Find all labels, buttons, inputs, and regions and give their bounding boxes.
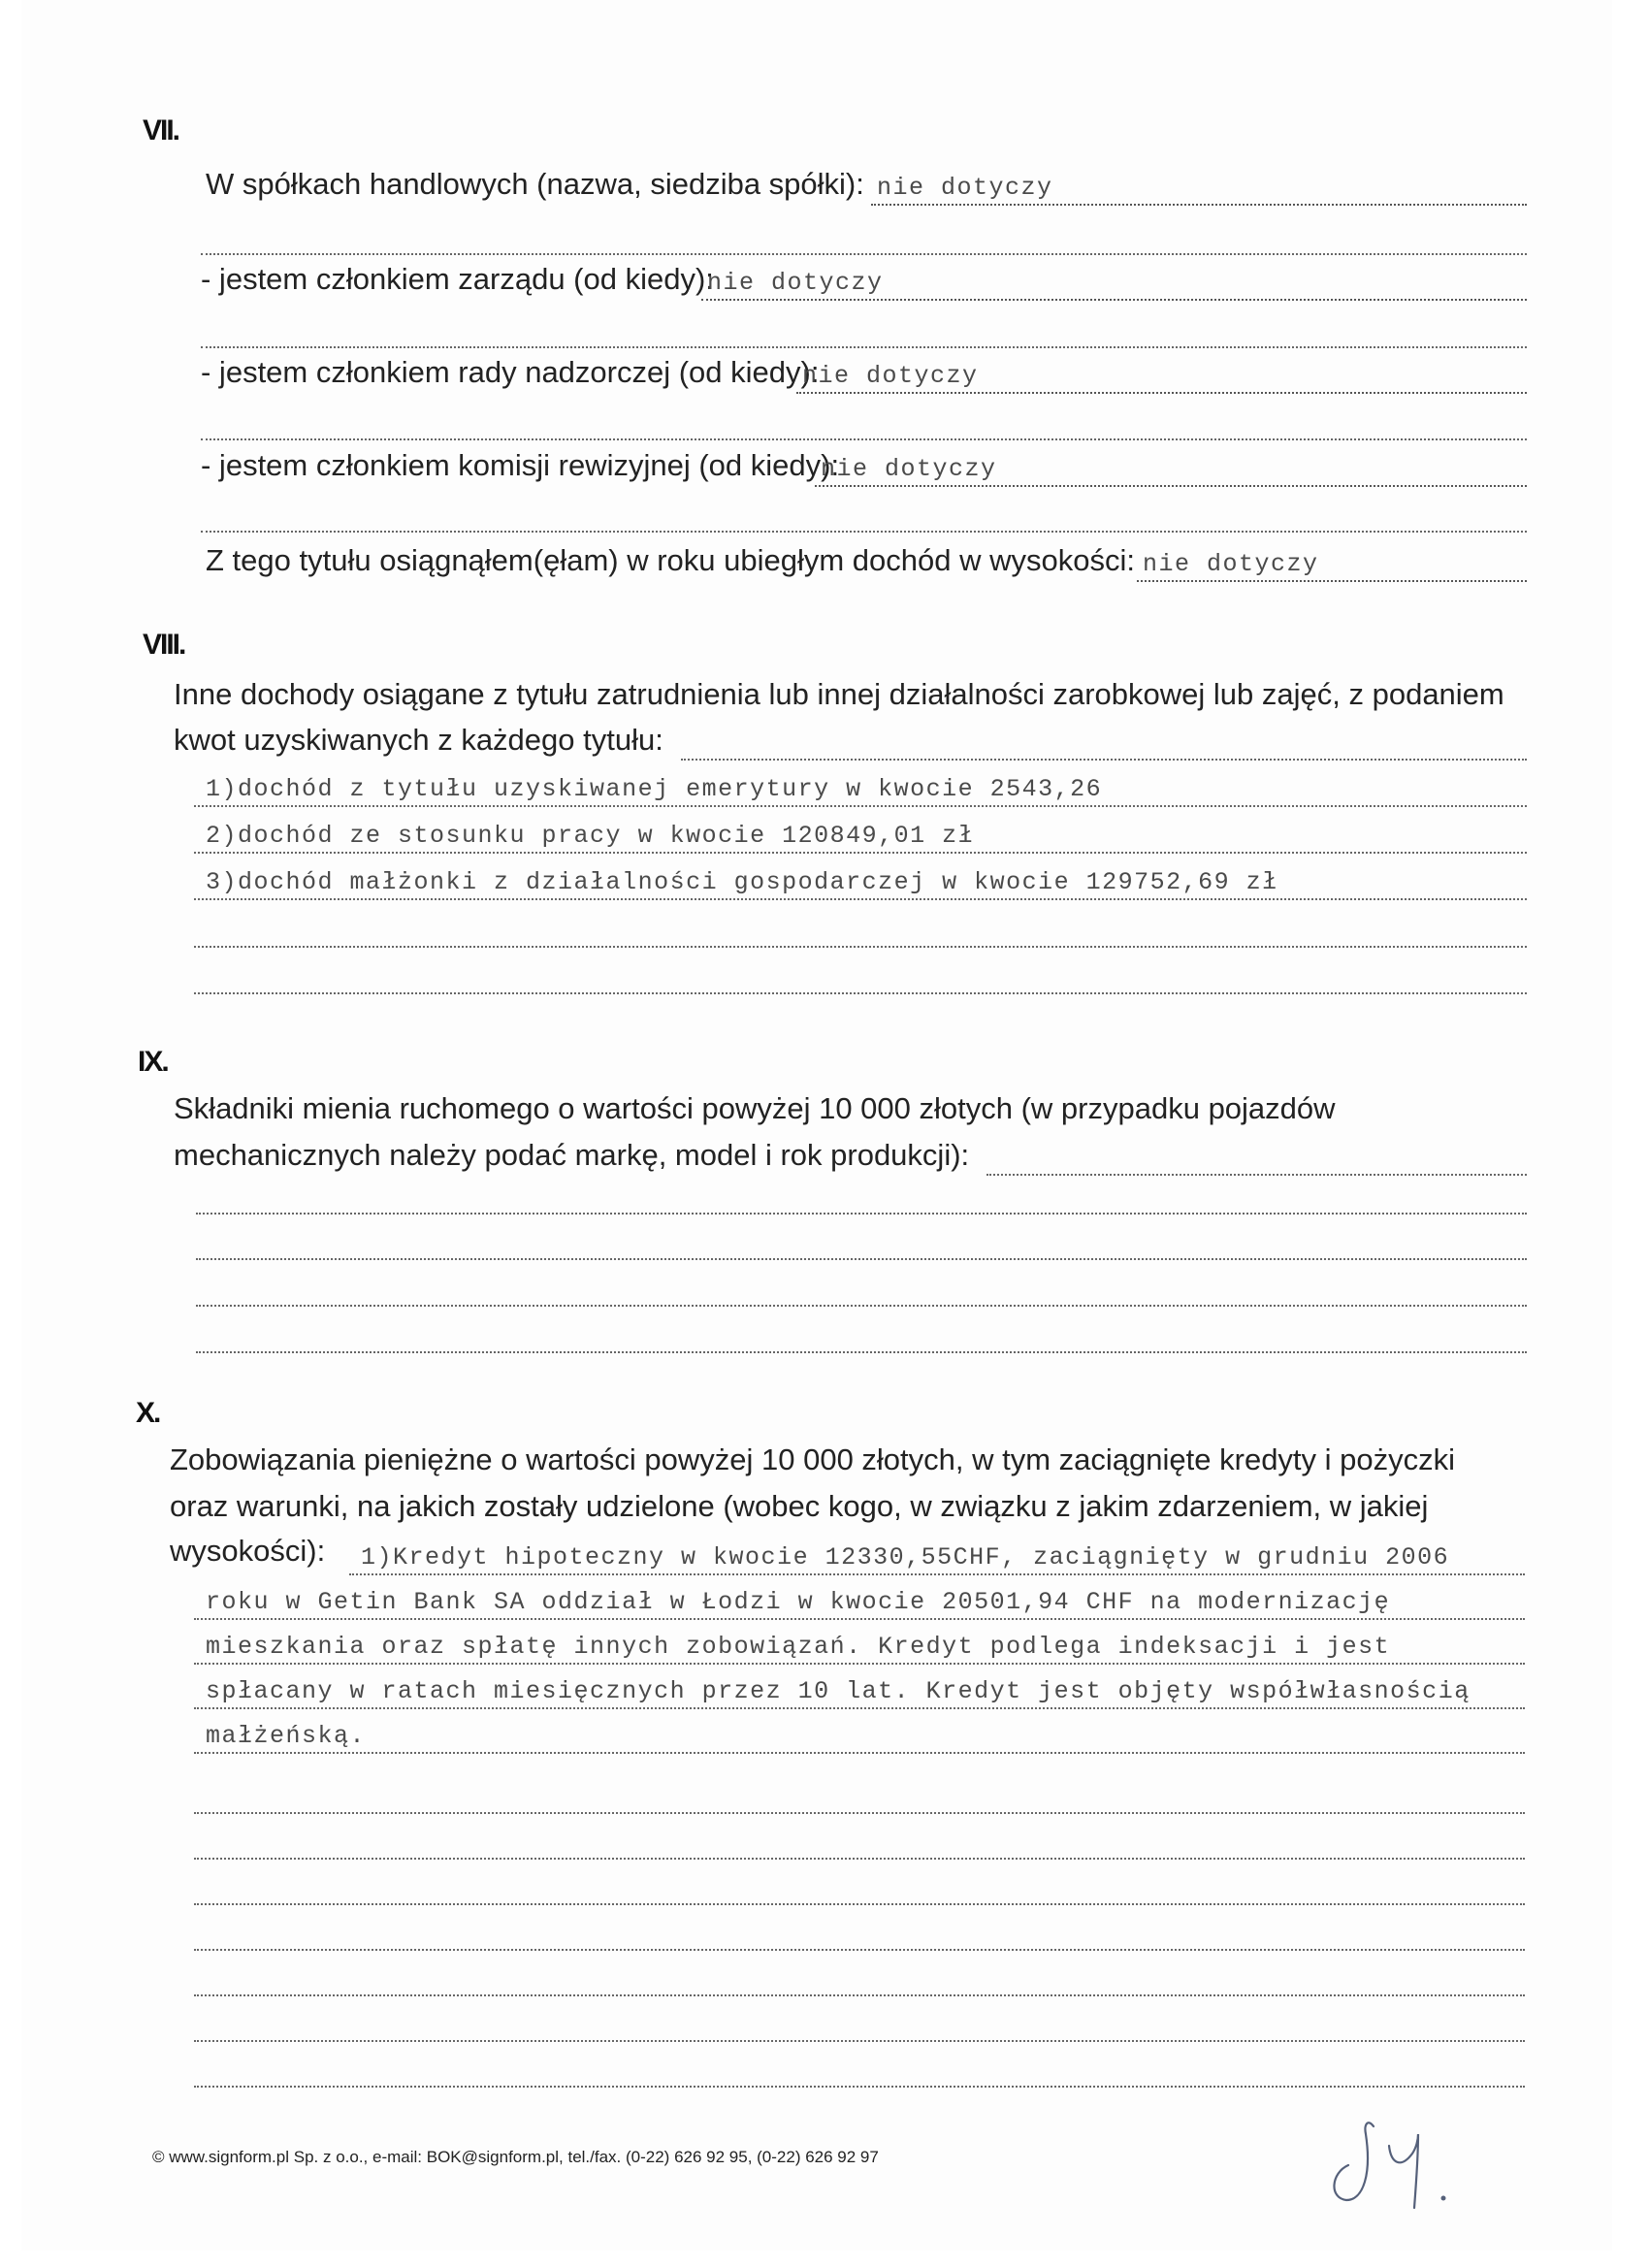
companies-field[interactable]: [871, 167, 1527, 206]
dotted-line: [194, 1903, 1525, 1905]
liabilities-entry: spłacany w ratach miesięcznych przez 10 lat. Kredyt jest objęty współwłasnością: [206, 1677, 1471, 1705]
dotted-line: [196, 1305, 1527, 1307]
dotted-line: [196, 1213, 1527, 1215]
other-income-entry: 3)dochód małżonki z działalności gospodarczej w kwocie 129752,69 zł: [206, 868, 1278, 896]
dotted-line: [196, 1351, 1527, 1353]
liabilities-entry: 1)Kredyt hipoteczny w kwocie 12330,55CHF, zaciągnięty w grudniu 2006: [361, 1543, 1450, 1571]
dotted-line: [194, 1949, 1525, 1951]
section-x-heading: X.: [136, 1397, 160, 1429]
dotted-line: [986, 1174, 1527, 1176]
liabilities-line-5[interactable]: [194, 1713, 1525, 1754]
movable-property-text-line1: Składniki mienia ruchomego o wartości powyżej 10 000 złotych (w przypadku pojazdów: [174, 1091, 1336, 1125]
audit-label: - jestem członkiem komisji rewizyjnej (od kiedy):: [201, 448, 840, 482]
dotted-line: [201, 253, 1527, 255]
other-income-text-line2: kwot uzyskiwanych z każdego tytułu:: [174, 723, 663, 757]
dotted-line: [201, 346, 1527, 348]
other-income-entry: 1)dochód z tytułu uzyskiwanej emerytury w kwocie 2543,26: [206, 775, 1103, 803]
companies-label: W spółkach handlowych (nazwa, siedziba spółki):: [206, 167, 864, 201]
board-field[interactable]: [701, 262, 1527, 301]
supervisory-label: - jestem członkiem rady nadzorczej (od kiedy):: [201, 355, 820, 389]
section-ix-heading: IX.: [138, 1046, 168, 1078]
other-income-line-2[interactable]: [194, 813, 1527, 854]
board-label: - jestem członkiem zarządu (od kiedy):: [201, 262, 714, 296]
other-income-line-3[interactable]: [194, 859, 1527, 900]
section-vii-heading: VII.: [143, 114, 179, 146]
supervisory-field[interactable]: [796, 355, 1527, 394]
dotted-line: [194, 946, 1527, 948]
dotted-line: [194, 992, 1527, 994]
form-page: [21, 0, 1612, 2251]
liabilities-entry: małżeńską.: [206, 1722, 367, 1750]
liabilities-text-line3: wysokości):: [170, 1534, 326, 1568]
liabilities-entry: mieszkania oraz spłatę innych zobowiązań. Kredyt podlega indeksacji i jest: [206, 1633, 1391, 1661]
other-income-text-line1: Inne dochody osiągane z tytułu zatrudnienia lub innej działalności zarobkowej lub zajęć, z podaniem: [174, 677, 1504, 711]
dotted-line: [194, 2040, 1525, 2042]
audit-field[interactable]: [815, 448, 1527, 487]
other-income-entry: 2)dochód ze stosunku pracy w kwocie 120849,01 zł: [206, 822, 975, 850]
dotted-line: [196, 1258, 1527, 1260]
movable-property-text-line2: mechanicznych należy podać markę, model i rok produkcji):: [174, 1138, 970, 1172]
liabilities-text-line2: oraz warunki, na jakich zostały udzielone (wobec kogo, w związku z jakim zdarzeniem, w jakiej: [170, 1489, 1429, 1523]
other-income-line-1[interactable]: [194, 766, 1527, 807]
dotted-line: [681, 759, 1527, 761]
liabilities-line-1[interactable]: [349, 1535, 1525, 1575]
handwritten-initials-icon: [1321, 2105, 1496, 2212]
liabilities-line-2[interactable]: [194, 1579, 1525, 1620]
audit-value: nie dotyczy: [821, 455, 997, 483]
dotted-line: [194, 1812, 1525, 1814]
liabilities-line-3[interactable]: [194, 1624, 1525, 1665]
supervisory-value: nie dotyczy: [802, 362, 979, 390]
section-viii-heading: VIII.: [143, 629, 185, 661]
liabilities-entry: roku w Getin Bank SA oddział w Łodzi w kwocie 20501,94 CHF na modernizację: [206, 1588, 1391, 1616]
liabilities-line-4[interactable]: [194, 1669, 1525, 1709]
companies-value: nie dotyczy: [877, 174, 1053, 202]
income-value: nie dotyczy: [1143, 550, 1319, 578]
dotted-line: [194, 1858, 1525, 1860]
dotted-line: [201, 531, 1527, 533]
dotted-line: [201, 438, 1527, 440]
liabilities-text-line1: Zobowiązania pieniężne o wartości powyżej 10 000 złotych, w tym zaciągnięte kredyty i pożyczki: [170, 1442, 1456, 1476]
dotted-line: [194, 1994, 1525, 1996]
dotted-line: [194, 2086, 1525, 2088]
board-value: nie dotyczy: [707, 269, 884, 297]
income-field[interactable]: [1137, 543, 1527, 582]
footer-copyright: © www.signform.pl Sp. z o.o., e-mail: BOK@signform.pl, tel./fax. (0-22) 626 92 95, (0-22) 626 92 97: [152, 2148, 879, 2166]
income-label: Z tego tytułu osiągnąłem(ęłam) w roku ubiegłym dochód w wysokości:: [206, 543, 1135, 577]
